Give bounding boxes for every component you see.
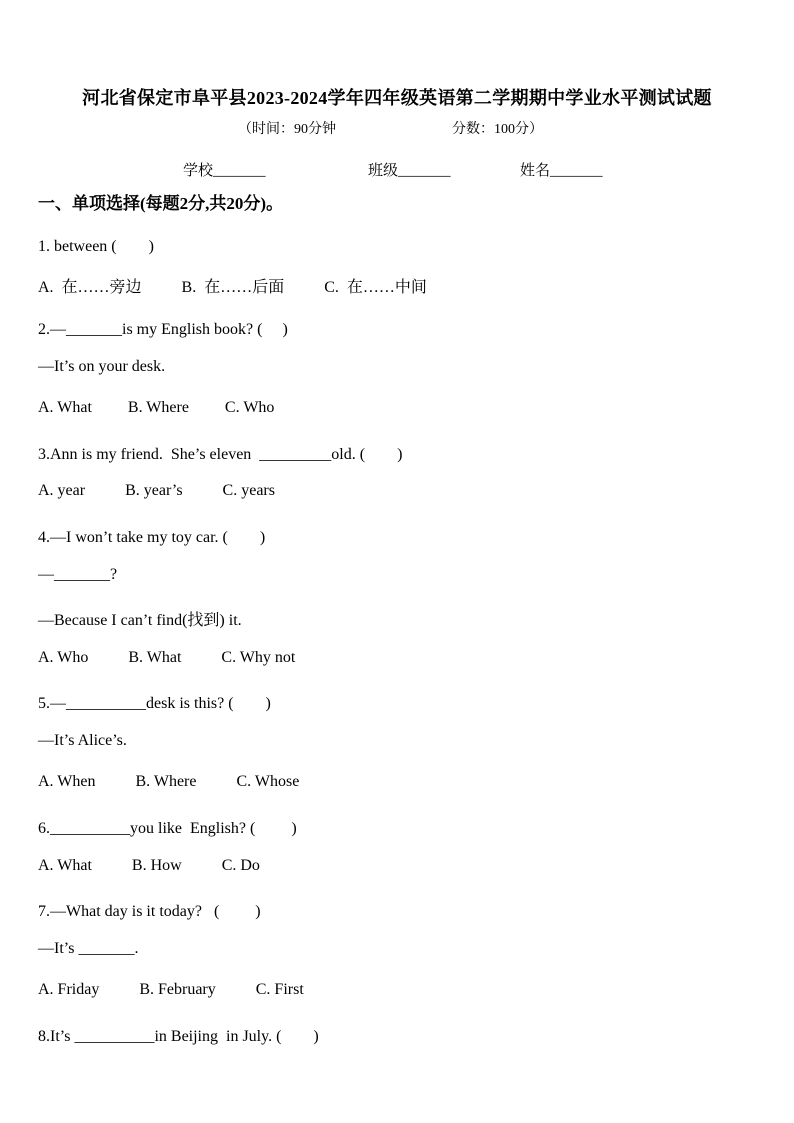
question-6-options: A. What B. How C. Do [38, 857, 260, 874]
question-4: 4.—I won’t take my toy car. ( ) [38, 529, 266, 546]
question-3: 3.Ann is my friend. She’s eleven _________old. ( ) [38, 446, 403, 463]
question-1: 1. between ( ) [38, 238, 154, 255]
question-5: 5.—__________desk is this? ( ) [38, 695, 271, 712]
question-8: 8.It’s __________in Beijing in July. ( ) [38, 1028, 319, 1045]
name-field: 姓名_______ [520, 163, 603, 179]
question-4-reply: —_______? [38, 566, 118, 583]
score-info: 分数：100分） [452, 122, 543, 137]
question-7: 7.—What day is it today? ( ) [38, 903, 261, 920]
question-2-options: A. What B. Where C. Who [38, 399, 275, 416]
school-field: 学校_______ [183, 163, 266, 179]
question-7-options: A. Friday B. February C. First [38, 981, 304, 998]
question-6: 6.__________you like English? ( ) [38, 820, 297, 837]
question-4-options: A. Who B. What C. Why not [38, 649, 296, 666]
question-7-reply: —It’s _______. [38, 940, 139, 957]
page-title: 河北省保定市阜平县2023-2024学年四年级英语第二学期期中学业水平测试试题 [82, 88, 712, 108]
class-field: 班级_______ [368, 163, 451, 179]
question-3-options: A. year B. year’s C. years [38, 482, 275, 499]
section-heading: 一、单项选择(每题2分,共20分)。 [38, 194, 284, 213]
question-5-reply: —It’s Alice’s. [38, 732, 127, 749]
question-5-options: A. When B. Where C. Whose [38, 773, 300, 790]
question-1-options: A. 在……旁边 B. 在……后面 C. 在……中间 [38, 279, 427, 296]
time-info: （时间：90分钟 [238, 122, 336, 137]
question-4-reply-2: —Because I can’t find(找到) it. [38, 612, 242, 629]
question-2: 2.—_______is my English book? ( ) [38, 321, 288, 338]
question-2-reply: —It’s on your desk. [38, 358, 166, 375]
